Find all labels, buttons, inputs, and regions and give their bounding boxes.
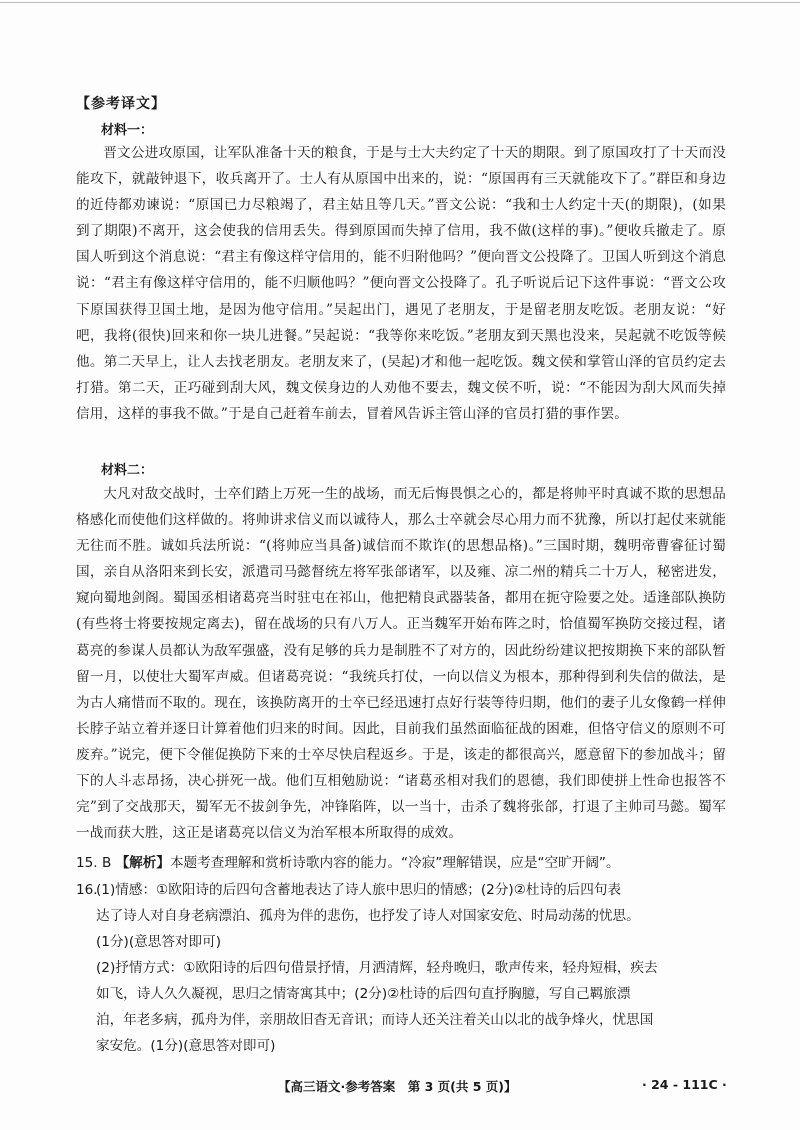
material-two-text: 大凡对敌交战时，士卒们踏上万死一生的战场，而无后悔畏惧之心的，都是将帅平时真诚不欺的思想品格感化而使他们这样做的。将帅讲求信义而以诚待人，那么士卒就会尽心用力而不犹豫，所以打起仗来就能无往而不胜。诚如兵法所说：“(将帅应当具备)诚信而不欺诈(的思想品格)。”三国时期，魏明帝曹睿征讨蜀国，亲自从洛阳来到长安，派遣司马懿督统左将军张郃诸军，以及雍、凉二州的精兵二十万人，秘密进发，窥向蜀地剑阁。蜀国丞相诸葛亮当时驻屯在祁山，他把精良武器装备，都用在扼守险要之处。适逢部队换防(有些将士将要按规定离去)，留在战场的只有八万人。正当魏军开始布阵之时，恰值蜀军换防交接过程，诸葛亮的参谋人员都认为敌军强盛，没有足够的兵力是制胜不了对方的，因此纷纷建议把按期换下来的部队暂留一月，以使壮大蜀军声威。但诸葛亮说：“我统兵打仗，一向以信义为根本，那种得到利失信的做法，是为古人痛惜而不取的。现在，该换防离开的士卒已经迅速打点好行装等待归期，他们的妻子儿女像鹤一样伸长脖子站立着并逐日计算着他们归来的时间。因此，目前我们虽然面临征战的困难，但恪守信义的原则不可废弃。”说完，便下令催促换防下来的士卒尽快启程返乡。于是，该走的都很高兴，愿意留下的参加战斗；留下的人斗志昂扬，决心拼死一战。他们互相勉励说：“诸葛丞相对我们的恩德，我们即使拼上性命也报答不完”到了交战那天，蜀军无不拔剑争先，冲锋陷阵，以一当十，击杀了魏将张郃，打退了主帅司马懿。蜀军一战而获大胜，这正是诸葛亮以信义为治军根本所取得的成效。: [76, 486, 726, 842]
question-16: [76, 877, 736, 1059]
q16-part1-line1: (1)情感：①欧阳诗的后四句含蓄地表达了诗人旅中思归的情感；(2分)②杜诗的后四句表: [96, 882, 622, 898]
q16-part2-line1: (2)抒情方式：①欧阳诗的后四句借景抒情，月洒清辉，轻舟晚归，歌声传来，轻舟短楫，疾去: [96, 960, 658, 976]
question-15: [76, 852, 736, 874]
top-divider: [0, 2, 800, 3]
material-two-title: 材料二：: [101, 463, 154, 478]
q15-tag: 【解析】: [115, 855, 170, 871]
q16-part1-line3: (1分)(意思答对即可): [96, 934, 222, 950]
q15-answer: 15. B: [76, 855, 112, 871]
q16-part2-line4: 家安危。(1分)(意思答对即可): [96, 1038, 276, 1054]
q16-part2-line2: 如飞，诗人久久凝视，思归之情寄寓其中；(2分)②杜诗的后四句直抒胸臆，写自己羁旅漂: [96, 986, 631, 1002]
q16-part1-line2: 达了诗人对自身老病漂泊、孤舟为伴的悲伤，也抒发了诗人对国家安危、时局动荡的忧思。: [96, 908, 640, 924]
material-one-title: 材料一：: [101, 123, 154, 138]
q16-number: 16.: [76, 882, 98, 898]
footer-doc-code: · 24 - 111C ·: [642, 1077, 727, 1092]
q16-part2-line3: 泊，年老多病，孤舟为伴，亲朋故旧杳无音讯；而诗人还关注着关山以北的战争烽火，忧思国: [96, 1012, 654, 1028]
q15-explanation: 本题考查理解和赏析诗歌内容的能力。“冷寂”理解错误，应是“空旷开阔”。: [169, 855, 620, 871]
section-title: 【参考译文】: [76, 96, 166, 112]
material-one-text: 晋文公进攻原国，让军队准备十天的粮食，于是与士大夫约定了十天的期限。到了原国攻打了十天而没能攻下，就敲钟退下，收兵离开了。士人有从原国中出来的，说：“原国再有三天就能攻下了。”群臣和身边的近侍都劝谏说：“原国已力尽粮竭了，君主姑且等几天。”晋文公说：“我和士人约定十天(的期限)，(如果到了期限)不离开，这会使我的信用丢失。得到原国而失掉了信用，我不做(这样的事)。”便收兵撤走了。原国人听到这个消息说：“君主有像这样守信用的，能不归附他吗？”便向晋文公投降了。卫国人听到这个消息说：“君主有像这样守信用的，能不归顺他吗？”便向晋文公投降了。孔子听说后记下这件事说：“晋文公攻下原国获得卫国土地，是因为他守信用。”吴起出门，遇见了老朋友，于是留老朋友吃饭。老朋友说：“好吧，我将(很快)回来和你一块儿进餐。”吴起说：“我等你来吃饭。”老朋友到天黑也没来，吴起就不吃饭等候他。第二天早上，让人去找老朋友。老朋友来了，(吴起)才和他一起吃饭。魏文侯和掌管山泽的官员约定去打猎。第二天，正巧碰到刮大风，魏文侯身边的人劝他不要去，魏文侯不听，说：“不能因为刮大风而失掉信用，这样的事我不做。”于是自己赶着车前去，冒着风告诉主管山泽的官员打猎的事作罢。: [76, 145, 726, 422]
footer-page-info: 【高三语文·参考答案 第 3 页(共 5 页)】: [278, 1079, 517, 1094]
